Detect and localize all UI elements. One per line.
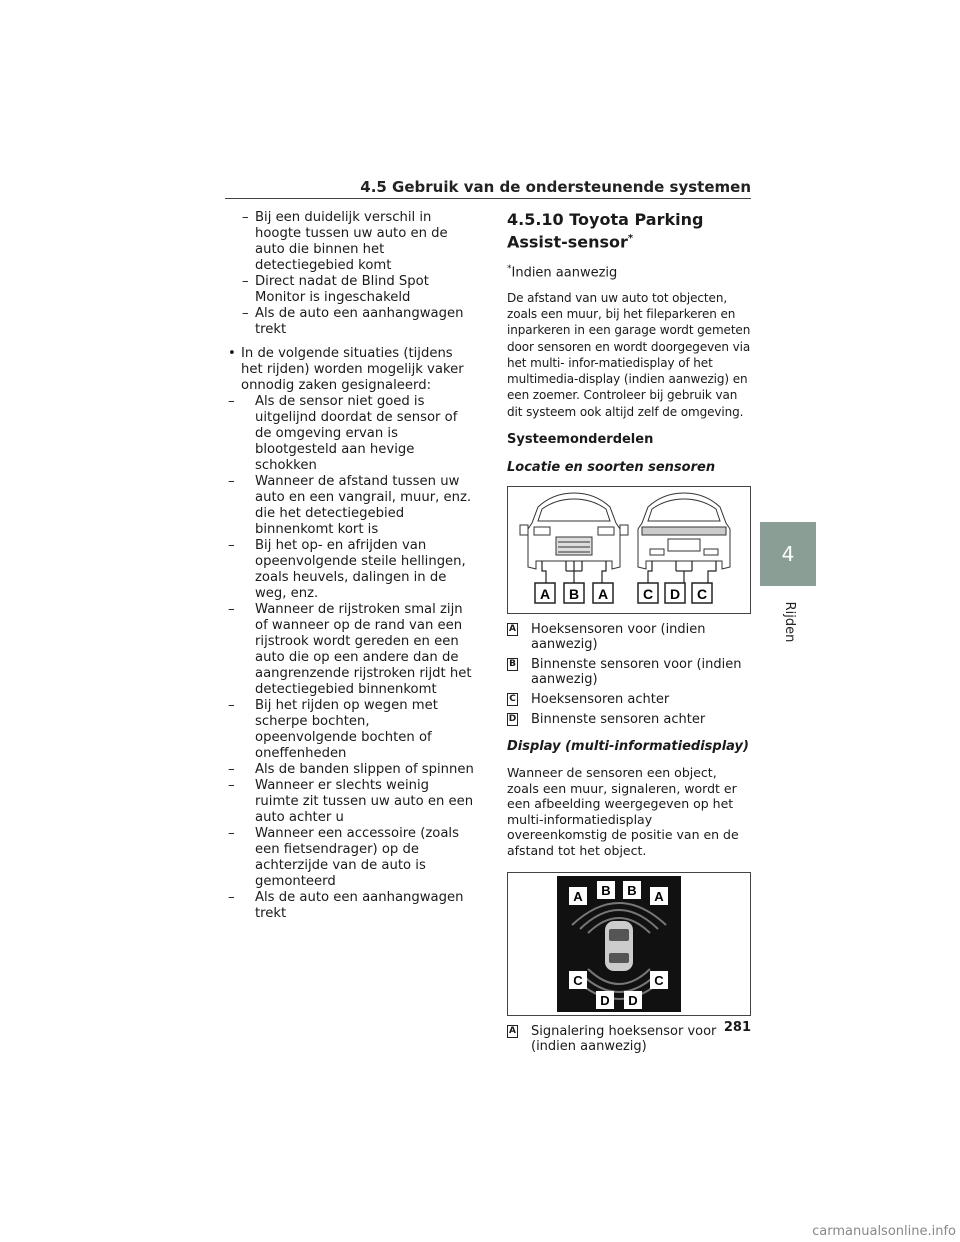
display-paragraph: Wanneer de sensoren een object, zoals een muur, signaleren, wordt er een afbeelding weergegeven op het multi-informatiedisplay overeenkomstig de positie van en de afstand tot het object. (507, 765, 739, 858)
list-item: – Wanneer er slechts weinig ruimte zit tussen uw auto en een auto achter u (228, 778, 474, 825)
figure-label-b: B (568, 586, 580, 603)
subheading-location: Locatie en soorten sensoren (507, 460, 716, 476)
list-item: – Als de sensor niet goed is uitgelijnd doordat de sensor of de omgeving ervan is blootgesteld aan hevige schokken (228, 394, 458, 473)
list-item: – Als de auto een aanhangwagen trekt (228, 890, 464, 921)
running-header: 4.5 Gebruik van de ondersteunende systemen (360, 178, 751, 196)
legend-item: C Hoeksensoren achter (507, 692, 751, 707)
display-label-c-left: C (573, 973, 583, 989)
display-label-a-right: A (654, 889, 664, 905)
car-top-view-icon (605, 921, 633, 971)
list-item: – Wanneer een accessoire (zoals een fietsendrager) op de achterzijde van de auto is gemonteerd (228, 826, 459, 889)
intro-paragraph: De afstand van uw auto tot objecten, zoals een muur, bij het fileparkeren en inparkeren in een garage wordt gemeten door sensoren en wordt doorgegeven via het multi- infor-matiedisplay of het multimedia-display (indien aanwezig) en een zoemer. Controleer bij gebruik van dit systeem ook altijd zelf de omgeving. (507, 290, 751, 419)
list-item: – Als de auto een aanhangwagen trekt (242, 306, 464, 337)
right-column (507, 210, 751, 1054)
car-front-view (520, 493, 628, 569)
legend-item: D Binnenste sensoren achter (508, 712, 706, 728)
list-item: – Wanneer de afstand tussen uw auto en een vangrail, muur, enz. die het detectiegebied binnenkomt kort is (228, 474, 472, 537)
figure-label-a: A (597, 586, 609, 603)
list-item: – Wanneer de rijstroken smal zijn of wanneer op de rand van een rijstrook wordt gereden en een auto die op een andere dan de aangrenzende rijstroken rijdt het detectiegebied binnenkomt (228, 602, 472, 697)
chapter-tab: 4 (760, 522, 816, 586)
display-label-a-left: A (573, 889, 583, 905)
page-number: 281 (723, 1020, 751, 1035)
list-item: – Als de banden slippen of spinnen (228, 762, 474, 777)
display-label-d-left: D (600, 993, 610, 1009)
display-label-c-right: C (654, 973, 664, 989)
figure-label-c: C (642, 586, 654, 603)
left-column (225, 210, 475, 922)
list-item: – Direct nadat de Blind Spot Monitor is ingeschakeld (242, 274, 429, 305)
sensor-legend (507, 622, 751, 727)
sensor-location-figure (507, 486, 751, 614)
section-title: 4.5.10 Toyota Parking Assist-sensor* (507, 210, 704, 252)
multi-info-display-illustration (508, 873, 750, 1015)
availability-note: *Indien aanwezig (507, 264, 618, 281)
car-rear-view (638, 493, 730, 569)
figure-label-c: C (696, 586, 708, 603)
header-rule (225, 198, 751, 199)
bullet-item: • In de volgende situaties (tijdens het rijden) worden mogelijk vaker onnodig zaken gesignaleerd: – Als de sensor niet goed is uitgelijnd doordat de sensor of de omgeving ervan is blootgesteld aan hevige schokken – Wanneer de afstand tussen uw auto en een vangrail, muur, enz. die het detectiegebied binnenkomt kort is – Bij het op- en afrijden van opeenvolgende steile hellingen, zoals heuvels, dalingen in de weg, enz. – Wanneer de rijstroken smal zijn of wanneer op de rand van een rijstrook wordt gereden en een auto die op een andere dan de aangrenzende rijstroken rijdt het detectiegebied binnenkomt – Bij het rijden op wegen met scherpe bochten, opeenvolgende bochten of oneffenheden – Als de banden slippen of spinnen – Wanneer er slechts weinig ruimte zit tussen uw auto en een auto achter u – Wanneer een accessoire (zoals een fietsendrager) op de achterzijde van de auto is gemonteerd – Als de auto een aanhangwagen trekt (225, 346, 475, 922)
subheading-display: Display (multi-informatiedisplay) (507, 739, 749, 755)
list-item: – Bij het rijden op wegen met scherpe bochten, opeenvolgende bochten of oneffenheden (228, 698, 438, 761)
display-label-d-right: D (628, 993, 638, 1009)
display-figure (507, 872, 751, 1016)
legend-item: B Binnenste sensoren voor (indien aanwezig) (507, 657, 751, 687)
list-item: – Bij het op- en afrijden van opeenvolgende steile hellingen, zoals heuvels, dalingen in de weg, enz. (228, 538, 466, 601)
watermark: carmanualsonline.info (812, 1224, 956, 1239)
figure-label-a: A (539, 586, 551, 603)
display-label-b-left: B (601, 883, 611, 899)
chapter-tab-label: Rijden (782, 601, 797, 643)
figure-label-d: D (669, 586, 681, 603)
subheading-components: Systeemonderdelen (507, 432, 654, 448)
car-front-rear-illustration (508, 487, 750, 613)
list-item: – Bij een duidelijk verschil in hoogte tussen uw auto en de auto die binnen het detectiegebied komt (242, 210, 448, 273)
legend-item: A Signalering hoeksensor voor (indien aanwezig) (507, 1024, 751, 1054)
display-label-b-right: B (627, 883, 637, 899)
legend-item: A Hoeksensoren voor (indien aanwezig) (507, 622, 751, 652)
